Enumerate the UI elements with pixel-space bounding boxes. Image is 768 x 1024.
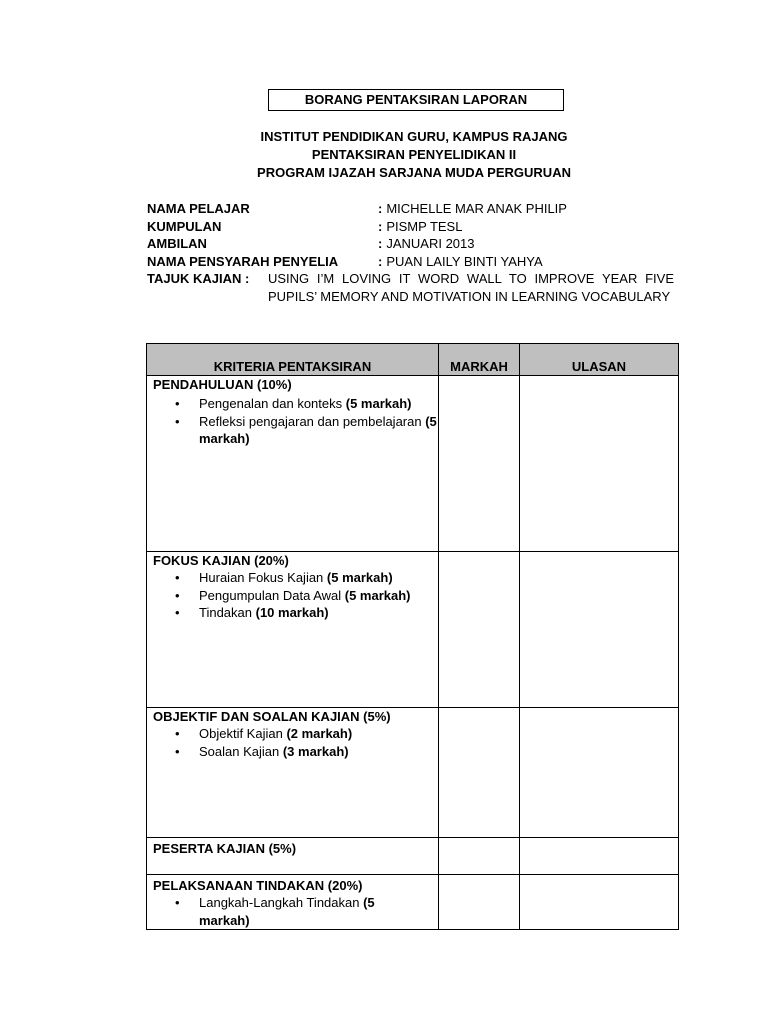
form-title: BORANG PENTAKSIRAN LAPORAN bbox=[268, 89, 564, 111]
criteria-list bbox=[147, 894, 438, 929]
markah-cell[interactable] bbox=[439, 838, 520, 875]
info-separator: : bbox=[378, 201, 383, 216]
ulasan-cell[interactable] bbox=[520, 552, 679, 708]
criteria-cell bbox=[147, 875, 439, 930]
assessment-table bbox=[146, 343, 679, 930]
table-row bbox=[147, 838, 679, 875]
table-row bbox=[147, 376, 679, 552]
research-title-value: USING I’M LOVING IT WORD WALL TO IMPROVE YEAR FIVE PUPILS’ MEMORY AND MOTIVATION IN LEARNING VOCABULARY bbox=[268, 271, 674, 304]
info-label: NAMA PENSYARAH PENYELIA bbox=[147, 253, 339, 269]
info-label: NAMA PELAJAR bbox=[147, 201, 250, 216]
criteria-list bbox=[147, 569, 438, 622]
ulasan-cell[interactable] bbox=[520, 708, 679, 838]
list-item: • Refleksi pengajaran dan pembelajaran (5 markah) bbox=[199, 413, 438, 448]
info-row-ambilan bbox=[147, 235, 677, 253]
table-row bbox=[147, 875, 679, 930]
table-row bbox=[147, 552, 679, 708]
header-markah: MARKAH bbox=[439, 344, 520, 376]
table-header-row bbox=[147, 344, 679, 376]
section-title: OBJEKTIF DAN SOALAN KAJIAN (5%) bbox=[153, 709, 391, 724]
heading-assessment: PENTAKSIRAN PENYELIDIKAN II bbox=[311, 147, 517, 162]
ulasan-cell[interactable] bbox=[520, 875, 679, 930]
section-title: PELAKSANAAN TINDAKAN (20%) bbox=[153, 878, 363, 893]
markah-cell[interactable] bbox=[439, 376, 520, 552]
list-item: • Tindakan (10 markah) bbox=[199, 604, 438, 622]
header-kriteria: KRITERIA PENTAKSIRAN bbox=[147, 344, 439, 376]
criteria-cell bbox=[147, 376, 439, 552]
heading-program: PROGRAM IJAZAH SARJANA MUDA PERGURUAN bbox=[257, 165, 571, 180]
section-title: FOKUS KAJIAN (20%) bbox=[153, 553, 289, 568]
list-item: • Soalan Kajian (3 markah) bbox=[199, 743, 438, 761]
criteria-cell bbox=[147, 552, 439, 708]
info-separator: : bbox=[378, 236, 383, 251]
header-ulasan: ULASAN bbox=[520, 344, 679, 376]
info-value bbox=[378, 253, 543, 271]
institution-headings bbox=[0, 128, 768, 182]
list-item: • Langkah-Langkah Tindakan (5 markah) bbox=[199, 894, 399, 929]
criteria-list bbox=[147, 725, 438, 760]
list-item: • Objektif Kajian (2 markah) bbox=[199, 725, 438, 743]
student-info bbox=[147, 200, 677, 270]
info-row-nama-pelajar bbox=[147, 200, 677, 218]
info-separator: : bbox=[378, 253, 383, 269]
ulasan-cell[interactable] bbox=[520, 376, 679, 552]
markah-cell[interactable] bbox=[439, 552, 520, 708]
section-title: PESERTA KAJIAN (5%) bbox=[153, 841, 297, 856]
info-separator: : bbox=[378, 218, 383, 234]
info-value bbox=[378, 235, 475, 253]
info-value bbox=[378, 218, 462, 236]
list-item: • Pengenalan dan konteks (5 markah) bbox=[199, 395, 438, 413]
list-item: • Huraian Fokus Kajian (5 markah) bbox=[199, 569, 438, 587]
info-row-kumpulan bbox=[147, 218, 677, 236]
info-label: AMBILAN bbox=[147, 236, 207, 251]
markah-cell[interactable] bbox=[439, 875, 520, 930]
info-value-text: JANUARI 2013 bbox=[386, 236, 475, 251]
markah-cell[interactable] bbox=[439, 708, 520, 838]
heading-institute: INSTITUT PENDIDIKAN GURU, KAMPUS RAJANG bbox=[260, 129, 568, 144]
criteria-list bbox=[147, 395, 438, 448]
list-item: • Pengumpulan Data Awal (5 markah) bbox=[199, 587, 438, 605]
table-row bbox=[147, 708, 679, 838]
info-value-text: MICHELLE MAR ANAK PHILIP bbox=[386, 201, 567, 216]
criteria-cell bbox=[147, 838, 439, 875]
info-label: KUMPULAN bbox=[147, 218, 222, 234]
info-value-text: PISMP TESL bbox=[386, 218, 463, 234]
info-value bbox=[378, 200, 567, 218]
ulasan-cell[interactable] bbox=[520, 838, 679, 875]
section-title: PENDAHULUAN (10%) bbox=[153, 377, 292, 392]
research-title-label: TAJUK KAJIAN : bbox=[147, 271, 250, 286]
info-row-pensyarah bbox=[147, 253, 677, 271]
criteria-cell bbox=[147, 708, 439, 838]
info-value-text: PUAN LAILY BINTI YAHYA bbox=[386, 253, 543, 269]
